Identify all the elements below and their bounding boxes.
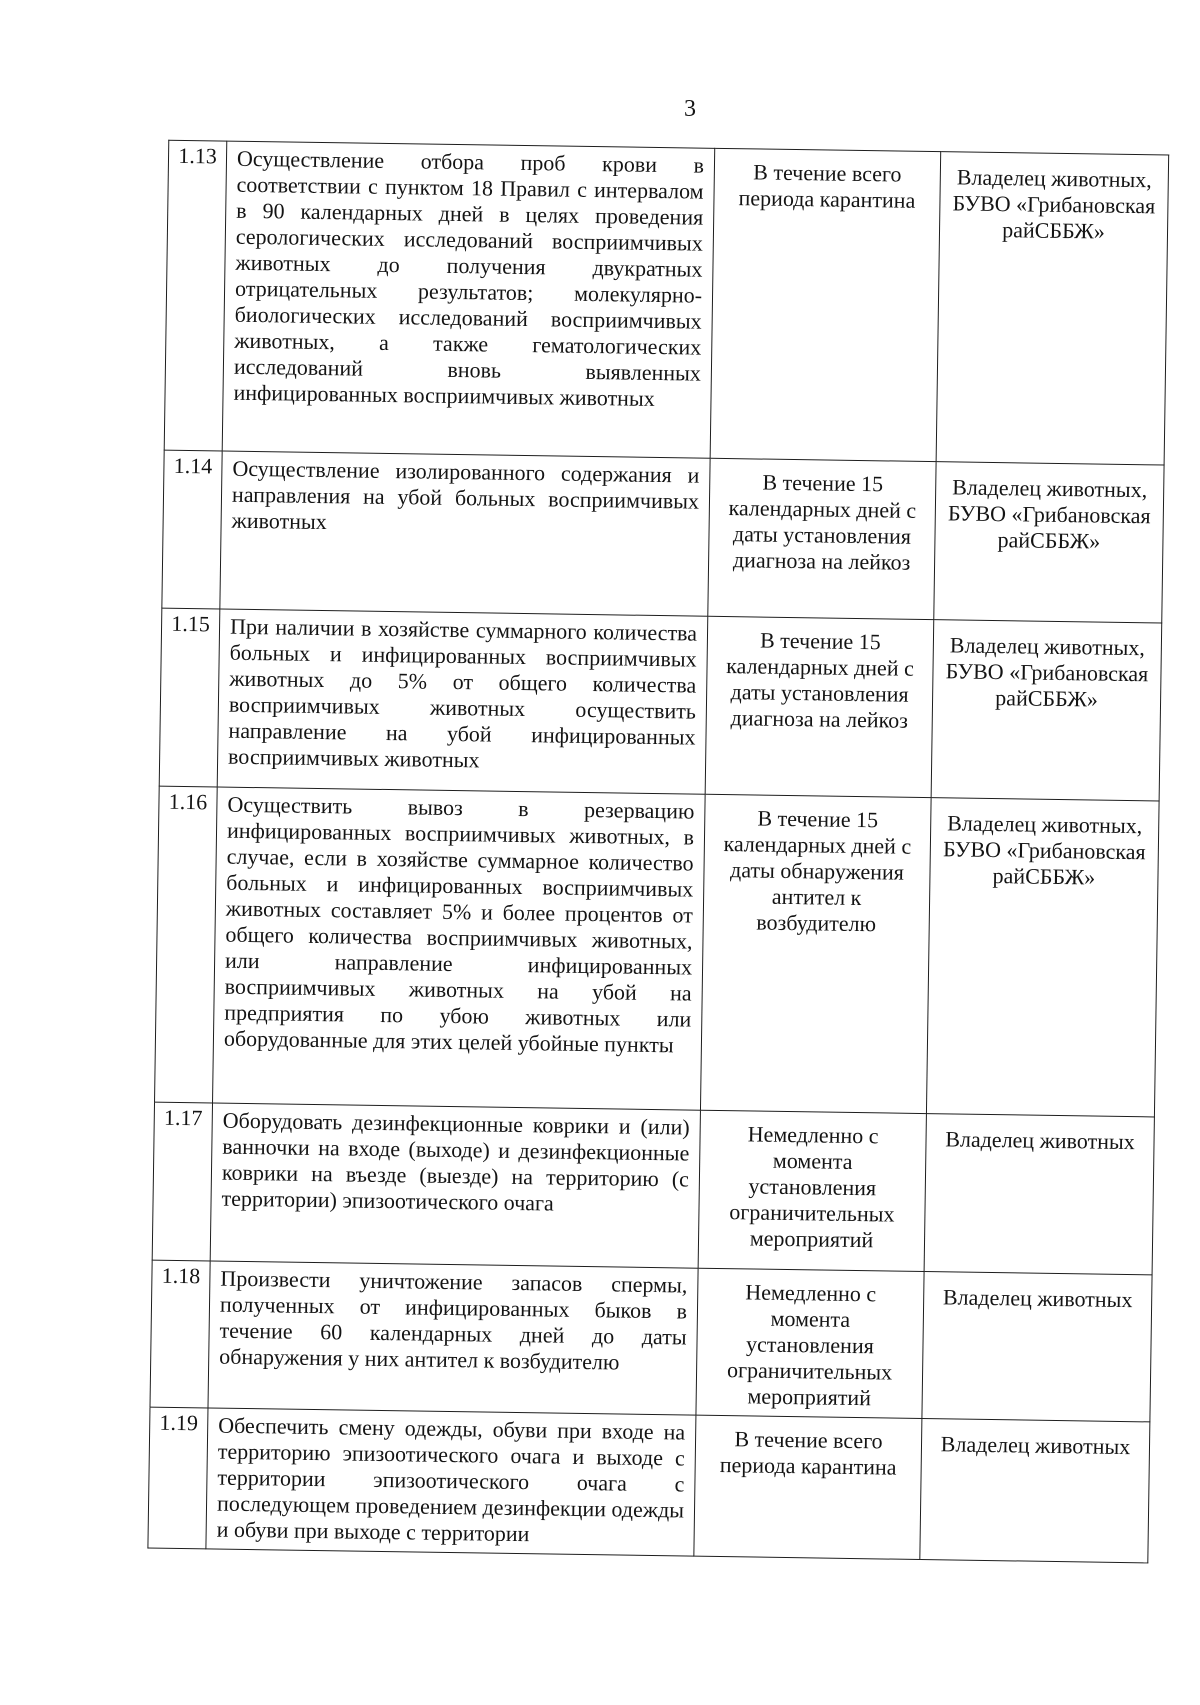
row-number: 1.15 — [159, 608, 220, 787]
table-row — [152, 1102, 1154, 1275]
row-number: 1.18 — [150, 1260, 210, 1408]
measure-description: Обеспечить смену одежды, обуви при входе на территорию эпизоотического очага и выходе с территории эпизоотического очага с последующем проведением дезинфекции одежды и обуви при выходе с территории — [206, 1408, 696, 1556]
table-row — [162, 450, 1164, 623]
measure-description: Осуществление изолированного содержания и направления на убой больных восприимчивых животных — [220, 451, 710, 616]
measure-responsible: Владелец животных, БУВО «Грибановская райСББЖ» — [931, 620, 1162, 801]
table-row — [150, 1260, 1152, 1422]
measures-table — [147, 140, 1169, 1564]
table-row — [148, 1407, 1150, 1563]
row-number: 1.19 — [148, 1407, 208, 1549]
measure-responsible: Владелец животных — [920, 1419, 1150, 1563]
table-row — [155, 786, 1160, 1117]
measure-description: Произвести уничтожение запасов спермы, полученных от инфицированных быков в течение 60 календарных дней до даты обнаружения у них антител к возбудителю — [208, 1261, 698, 1415]
measure-responsible: Владелец животных, БУВО «Грибановская райСББЖ» — [936, 152, 1169, 465]
measure-description: Осуществление отбора проб крови в соответствии с пунктом 18 Правил с интервалом в 90 календарных дней в целях проведения серологических исследований восприимчивых животных до получения двукратных отрицательных результатов; молекулярно-биологических исследований восприимчивых животных, а также гематологических исследований вновь выявленных инфицированных восприимчивых животных — [222, 141, 715, 458]
measure-responsible: Владелец животных — [922, 1272, 1152, 1422]
row-number: 1.13 — [164, 140, 227, 451]
measure-deadline: Немедленно с момента установления ограничительных мероприятий — [698, 1110, 926, 1271]
measure-responsible: Владелец животных, БУВО «Грибановская райСББЖ» — [934, 462, 1164, 623]
measure-deadline: В течение 15 календарных дней с даты установления диагноза на лейкоз — [705, 616, 934, 797]
measure-description: Осуществить вывоз в резервацию инфицированных восприимчивых животных, в случае, если в хозяйстве суммарное количество больных и инфицированных восприимчивых животных составляет 5% и более процентов от общего количества восприимчивых животных, или направление инфицированных восприимчивых животных на убой на предприятия по убою животных или оборудованные для этих целей убойные пункты — [213, 787, 706, 1110]
page-number: 3 — [684, 96, 696, 122]
table-row — [164, 140, 1168, 465]
row-number: 1.17 — [152, 1102, 212, 1261]
measure-responsible: Владелец животных — [924, 1114, 1154, 1275]
measure-deadline: В течение всего периода карантина — [694, 1415, 922, 1559]
measure-deadline: В течение 15 календарных дней с даты обнаружения антител к возбудителю — [700, 794, 931, 1113]
measure-responsible: Владелец животных, БУВО «Грибановская райСББЖ» — [926, 798, 1159, 1117]
row-number: 1.14 — [162, 450, 222, 609]
measure-deadline: Немедленно с момента установления ограничительных мероприятий — [696, 1268, 924, 1418]
table-row — [159, 608, 1162, 801]
row-number: 1.16 — [155, 786, 218, 1103]
measure-deadline: В течение 15 календарных дней с даты установления диагноза на лейкоз — [708, 458, 936, 619]
measures-table-wrapper — [147, 140, 1168, 1564]
measure-deadline: В течение всего периода карантина — [710, 148, 941, 461]
measure-description: Оборудовать дезинфекционные коврики и (или) ванночки на входе (выходе) и дезинфекционные коврики на въезде (выезде) на территорию (с территории) эпизоотического очага — [210, 1103, 700, 1268]
measure-description: При наличии в хозяйстве суммарного количества больных и инфицированных восприимчивых животных до 5% от общего количества восприимчивых животных осуществить направление на убой инфицированных восприимчивых животных — [217, 609, 708, 794]
